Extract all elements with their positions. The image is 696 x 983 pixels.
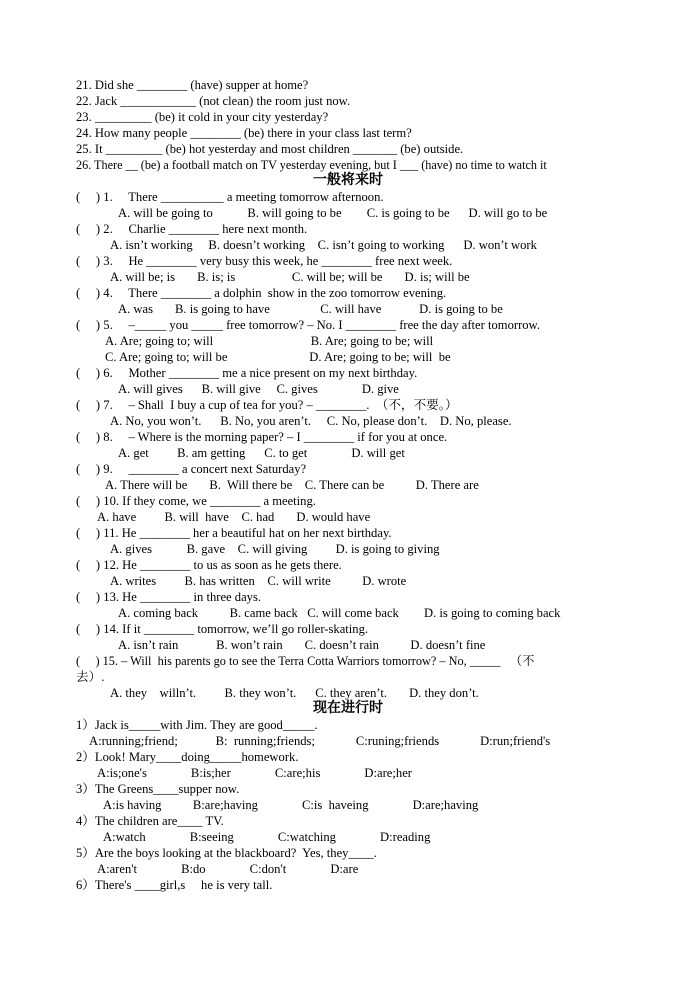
progressive-q1: 1）Jack is_____with Jim. They are good_____. <box>76 718 318 732</box>
future-q14-options: A. isn’t rain B. won’t rain C. doesn’t rain D. doesn’t fine <box>118 638 486 652</box>
section-title-progressive: 现在进行时 <box>313 700 383 716</box>
progressive-q4-options: A:watch B:seeing C:watching D:reading <box>103 830 431 844</box>
past-item-22: 22. Jack ____________ (not clean) the room just now. <box>76 94 351 108</box>
future-q2-options: A. isn’t working B. doesn’t working C. isn’t going to working D. won’t work <box>110 238 537 252</box>
future-q15-continuation: 去）. <box>76 670 105 684</box>
future-q8: ( ) 8. – Where is the morning paper? – I ________ if for you at once. <box>76 430 448 444</box>
future-q13: ( ) 13. He ________ in three days. <box>76 590 262 604</box>
progressive-q2: 2）Look! Mary____doing_____homework. <box>76 750 299 764</box>
future-q7-options: A. No, you won’t. B. No, you aren’t. C. No, please don’t. D. No, please. <box>110 414 512 428</box>
future-q15-options: A. they willn’t. B. they won’t. C. they aren’t. D. they don’t. <box>110 686 479 700</box>
future-q6-options: A. will gives B. will give C. gives D. give <box>118 382 399 396</box>
progressive-q5-options: A:aren't B:do C:don't D:are <box>97 862 359 876</box>
future-q3-options: A. will be; is B. is; is C. will be; will be D. is; will be <box>110 270 470 284</box>
future-q15: ( ) 15. – Will his parents go to see the Terra Cotta Warriors tomorrow? – No, _____ （不 <box>76 654 535 668</box>
progressive-q2-options: A:is;one's B:is;her C:are;his D:are;her <box>97 766 412 780</box>
past-item-26: 26. There __ (be) a football match on TV yesterday evening, but I ___ (have) no time to watch it <box>76 158 547 172</box>
future-q14: ( ) 14. If it ________ tomorrow, we’ll go roller-skating. <box>76 622 369 636</box>
future-q4: ( ) 4. There ________ a dolphin show in the zoo tomorrow evening. <box>76 286 447 300</box>
past-item-21: 21. Did she ________ (have) supper at home? <box>76 78 309 92</box>
past-item-23: 23. _________ (be) it cold in your city yesterday? <box>76 110 329 124</box>
future-q5: ( ) 5. –_____ you _____ free tomorrow? – No. I ________ free the day after tomorrow. <box>76 318 540 332</box>
section-title-future: 一般将来时 <box>313 172 383 188</box>
progressive-q3: 3）The Greens____supper now. <box>76 782 240 796</box>
progressive-q1-options: A:running;friend; B: running;friends; C:runing;friends D:run;friend's <box>89 734 551 748</box>
progressive-q6: 6）There's ____girl,s he is very tall. <box>76 878 273 892</box>
past-item-25: 25. It _________ (be) hot yesterday and most children _______ (be) outside. <box>76 142 464 156</box>
future-q11: ( ) 11. He ________ her a beautiful hat on her next birthday. <box>76 526 392 540</box>
future-q11-options: A. gives B. gave C. will giving D. is going to giving <box>110 542 440 556</box>
future-q10-options: A. have B. will have C. had D. would have <box>97 510 371 524</box>
future-q10: ( ) 10. If they come, we ________ a meeting. <box>76 494 316 508</box>
progressive-q4: 4）The children are____ TV. <box>76 814 224 828</box>
future-q3: ( ) 3. He ________ very busy this week, he ________ free next week. <box>76 254 453 268</box>
future-q1-options: A. will be going to B. will going to be C. is going to be D. will go to be <box>118 206 548 220</box>
progressive-q3-options: A:is having B:are;having C:is haveing D:are;having <box>103 798 479 812</box>
future-q9: ( ) 9. ________ a concert next Saturday? <box>76 462 307 476</box>
future-q5-options-ab: A. Are; going to; will B. Are; going to be; will <box>105 334 434 348</box>
future-q5-options-cd: C. Are; going to; will be D. Are; going to be; will be <box>105 350 451 364</box>
past-item-24: 24. How many people ________ (be) there in your class last term? <box>76 126 412 140</box>
future-q12-options: A. writes B. has written C. will write D. wrote <box>110 574 407 588</box>
future-q7: ( ) 7. – Shall I buy a cup of tea for you? – ________. （不，不要。） <box>76 398 458 412</box>
future-q13-options: A. coming back B. came back C. will come back D. is going to coming back <box>118 606 561 620</box>
future-q6: ( ) 6. Mother ________ me a nice present on my next birthday. <box>76 366 418 380</box>
future-q1: ( ) 1. There __________ a meeting tomorrow afternoon. <box>76 190 384 204</box>
future-q9-options: A. There will be B. Will there be C. There can be D. There are <box>105 478 479 492</box>
future-q12: ( ) 12. He ________ to us as soon as he gets there. <box>76 558 342 572</box>
future-q8-options: A. get B. am getting C. to get D. will get <box>118 446 405 460</box>
progressive-q5: 5）Are the boys looking at the blackboard? Yes, they____. <box>76 846 377 860</box>
future-q2: ( ) 2. Charlie ________ here next month. <box>76 222 308 236</box>
future-q4-options: A. was B. is going to have C. will have D. is going to be <box>118 302 503 316</box>
